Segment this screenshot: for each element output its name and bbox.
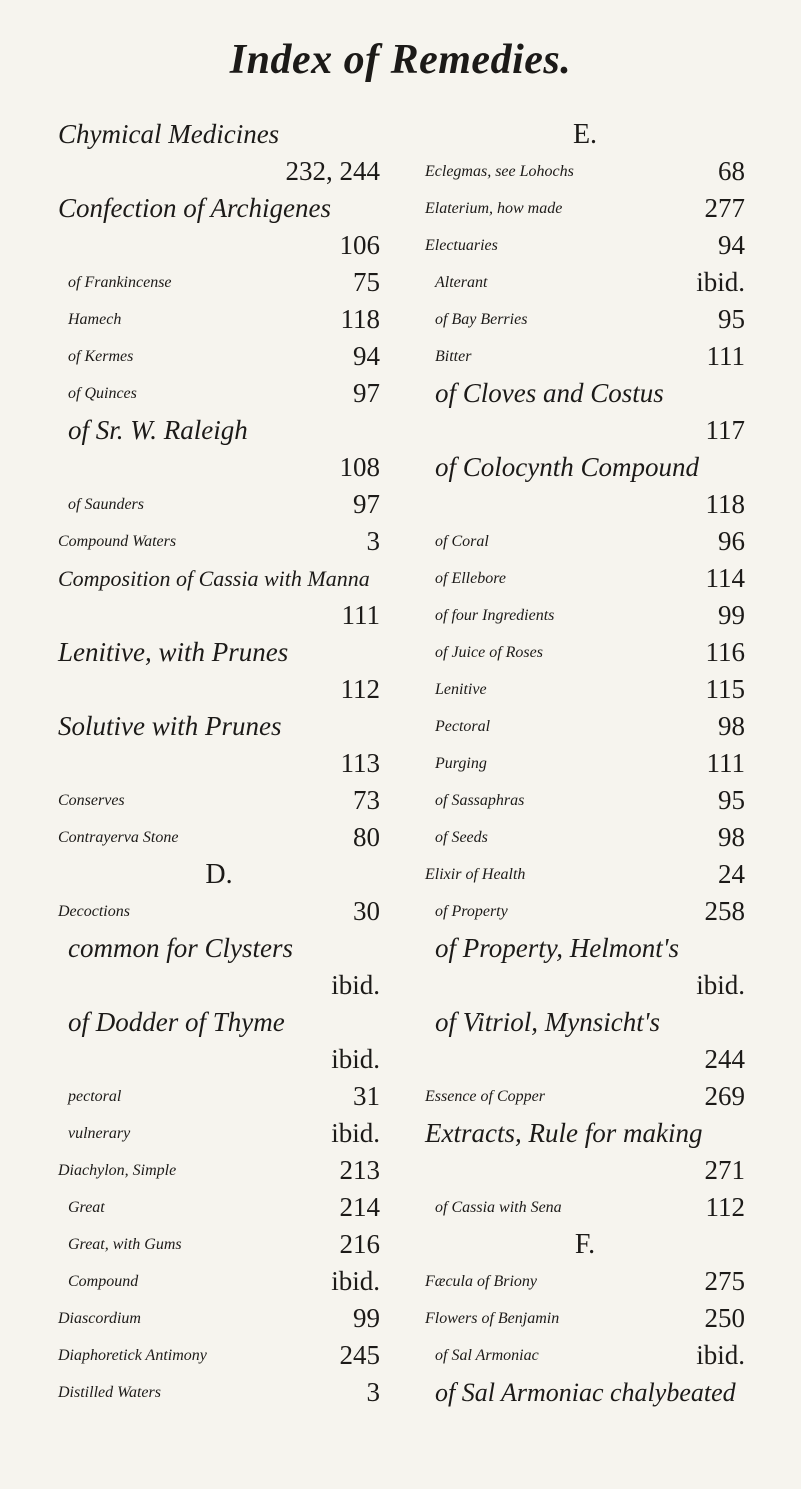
entry-text: of Coral <box>435 533 489 550</box>
entry-text: of Frankincense <box>68 274 172 291</box>
index-entry <box>58 375 380 412</box>
entry-page: 244 <box>704 1044 745 1074</box>
entry-text: of Sassaphras <box>435 792 525 809</box>
entry-page: 232, 244 <box>285 156 380 186</box>
index-entry <box>58 1004 380 1078</box>
entry-text: of Cloves and Costus <box>435 378 664 408</box>
entry-text: Lenitive, with Prunes <box>58 637 289 667</box>
index-entry <box>425 893 745 930</box>
index-entry <box>425 301 745 338</box>
entry-page: 245 <box>339 1340 380 1370</box>
entry-page: 95 <box>718 785 745 815</box>
entry-text: Compound Waters <box>58 533 177 550</box>
entry-text: Elixir of Health <box>425 866 526 883</box>
index-entry <box>58 1226 380 1263</box>
index-entry <box>58 893 380 930</box>
entry-page: 73 <box>353 785 380 815</box>
entry-text: of Vitriol, Mynsicht's <box>435 1007 661 1037</box>
entry-page: 111 <box>341 600 380 630</box>
entry-page: 24 <box>718 859 745 889</box>
entry-page: 118 <box>705 489 745 519</box>
index-entry <box>58 930 380 1004</box>
index-entry <box>425 856 745 893</box>
index-entry <box>58 1337 380 1374</box>
entry-page: 3 <box>366 526 380 556</box>
entry-page: 258 <box>704 896 745 926</box>
entry-text: of Juice of Roses <box>435 644 543 661</box>
entry-page: 115 <box>705 674 745 704</box>
section-heading: F. <box>574 1229 596 1260</box>
entry-page: 97 <box>353 489 380 519</box>
page-title: Index of Remedies. <box>229 37 572 83</box>
entry-text: vulnerary <box>68 1125 131 1142</box>
entry-text: of Bay Berries <box>435 311 528 328</box>
entry-page: 3 <box>366 1377 380 1407</box>
entry-page: ibid. <box>331 1266 380 1296</box>
index-entry <box>425 1374 745 1448</box>
entry-page: 96 <box>718 526 745 556</box>
entry-page: 30 <box>353 896 380 926</box>
entry-page: 80 <box>353 822 380 852</box>
entry-page: 94 <box>718 230 745 260</box>
entry-page: ibid. <box>331 970 380 1000</box>
index-entry <box>58 560 380 634</box>
index-entry <box>425 227 745 264</box>
index-entry <box>425 634 745 671</box>
entry-page: 117 <box>705 415 745 445</box>
index-entry <box>58 338 380 375</box>
section-heading: D. <box>205 859 233 890</box>
entry-text: Contrayerva Stone <box>58 829 179 846</box>
entry-text: of Kermes <box>68 348 134 365</box>
left-column <box>58 116 380 1411</box>
entry-text: Solutive with Prunes <box>58 711 282 741</box>
index-entry <box>58 1115 380 1152</box>
entry-text: Bitter <box>435 348 472 365</box>
entry-page: 99 <box>718 600 745 630</box>
entry-page: 116 <box>705 637 745 667</box>
entry-text: pectoral <box>68 1088 122 1105</box>
index-entry <box>425 1189 745 1226</box>
entry-text: Purging <box>435 755 487 772</box>
index-entry <box>58 523 380 560</box>
entry-page: 95 <box>718 304 745 334</box>
entry-page: 98 <box>718 711 745 741</box>
index-entry <box>58 634 380 708</box>
index-entry <box>58 1189 380 1226</box>
entry-text: of Property, Helmont's <box>435 933 680 963</box>
entry-text: of four Ingredients <box>435 607 555 624</box>
entry-page: 108 <box>339 452 380 482</box>
index-entry <box>425 523 745 560</box>
entry-text: Great <box>68 1199 105 1216</box>
index-entry <box>425 1300 745 1337</box>
entry-page: 214 <box>339 1192 380 1222</box>
entry-page: 213 <box>339 1155 380 1185</box>
index-entry <box>425 264 745 301</box>
entry-text: Confection of Archigenes <box>58 193 331 223</box>
entry-page: 99 <box>353 1303 380 1333</box>
entry-page: 97 <box>353 378 380 408</box>
entry-page: ibid. <box>331 1044 380 1074</box>
entry-text: of Saunders <box>68 496 144 513</box>
index-entry <box>425 1078 745 1115</box>
index-entry <box>425 671 745 708</box>
entry-page: 98 <box>718 822 745 852</box>
entry-text: of Cassia with Sena <box>435 1199 562 1216</box>
index-entry <box>58 412 380 486</box>
entry-page: 114 <box>705 563 745 593</box>
entry-page: 277 <box>704 193 745 223</box>
entry-page: 118 <box>340 304 380 334</box>
entry-text: Elaterium, how made <box>425 200 563 217</box>
entry-text: Composition of Cassia with Manna <box>58 566 370 591</box>
entry-page: 111 <box>706 748 745 778</box>
entry-page: 68 <box>718 156 745 186</box>
right-column <box>425 116 745 1448</box>
index-entry <box>425 782 745 819</box>
index-entry <box>58 190 380 264</box>
entry-page: 75 <box>353 267 380 297</box>
entry-page: 31 <box>353 1081 380 1111</box>
index-entry <box>425 597 745 634</box>
entry-text: Alterant <box>435 274 488 291</box>
index-entry <box>425 1263 745 1300</box>
index-entry <box>425 153 745 190</box>
index-entry <box>425 338 745 375</box>
entry-text: Fæcula of Briony <box>425 1273 537 1290</box>
entry-page: ibid. <box>331 1118 380 1148</box>
entry-text: Pectoral <box>435 718 491 735</box>
entry-text: of Dodder of Thyme <box>68 1007 285 1037</box>
entry-page: 113 <box>340 748 380 778</box>
entry-text: Flowers of Benjamin <box>425 1310 560 1327</box>
entry-page: ibid. <box>696 1340 745 1370</box>
entry-text: Eclegmas, see Lohochs <box>425 163 574 180</box>
entry-page: 271 <box>704 1155 745 1185</box>
entry-page: 216 <box>339 1229 380 1259</box>
entry-page: ibid. <box>696 267 745 297</box>
index-entry <box>58 486 380 523</box>
entry-text: of Ellebore <box>435 570 506 587</box>
index-entry <box>425 1004 745 1078</box>
entry-text: Hamech <box>68 311 122 328</box>
index-entry <box>58 708 380 782</box>
index-entry <box>425 819 745 856</box>
entry-text: Compound <box>68 1273 139 1290</box>
index-entry <box>58 1300 380 1337</box>
index-entry <box>425 375 745 449</box>
entry-text: Great, with Gums <box>68 1236 182 1253</box>
entry-text: Chymical Medicines <box>58 119 280 149</box>
entry-text: Diachylon, Simple <box>58 1162 177 1179</box>
entry-text: of Quinces <box>68 385 137 402</box>
index-entry <box>58 264 380 301</box>
entry-text: Diaphoretick Antimony <box>58 1347 207 1364</box>
entry-text: Distilled Waters <box>58 1384 161 1401</box>
entry-page: ibid. <box>696 970 745 1000</box>
index-entry <box>425 190 745 227</box>
entry-page: 112 <box>705 1192 745 1222</box>
entry-page: 94 <box>353 341 380 371</box>
index-entry <box>58 1263 380 1300</box>
index-entry <box>425 1337 745 1374</box>
index-entry <box>425 449 745 523</box>
index-entry <box>425 1115 745 1189</box>
index-entry <box>58 301 380 338</box>
entry-page: 275 <box>704 1266 745 1296</box>
index-entry <box>58 1374 380 1411</box>
entry-text: of Sal Armoniac chalybeated <box>435 1378 736 1407</box>
index-entry <box>425 745 745 782</box>
entry-text: of Sr. W. Raleigh <box>68 415 248 445</box>
entry-page: 106 <box>339 230 380 260</box>
entry-text: Essence of Copper <box>425 1088 545 1105</box>
entry-text: of Property <box>435 903 508 920</box>
entry-page: 112 <box>340 674 380 704</box>
entry-text: Electuaries <box>425 237 498 254</box>
index-entry <box>58 116 380 190</box>
entry-page: 250 <box>704 1303 745 1333</box>
index-entry <box>425 930 745 1004</box>
index-entry <box>58 1152 380 1189</box>
index-entry <box>58 819 380 856</box>
entry-text: common for Clysters <box>68 933 293 963</box>
entry-text: Conserves <box>58 792 125 809</box>
index-entry <box>425 708 745 745</box>
index-entry <box>58 1078 380 1115</box>
entry-text: of Colocynth Compound <box>435 452 699 482</box>
section-heading: E. <box>572 119 598 150</box>
index-entry <box>58 782 380 819</box>
entry-page: 111 <box>706 341 745 371</box>
entry-text: of Sal Armoniac <box>435 1347 539 1364</box>
entry-page: 269 <box>704 1081 745 1111</box>
entry-text: Lenitive <box>435 681 487 698</box>
index-entry <box>425 560 745 597</box>
entry-text: of Seeds <box>435 829 488 846</box>
entry-text: Extracts, Rule for making <box>425 1118 703 1148</box>
entry-text: Decoctions <box>58 903 130 920</box>
entry-text: Diascordium <box>58 1310 141 1327</box>
